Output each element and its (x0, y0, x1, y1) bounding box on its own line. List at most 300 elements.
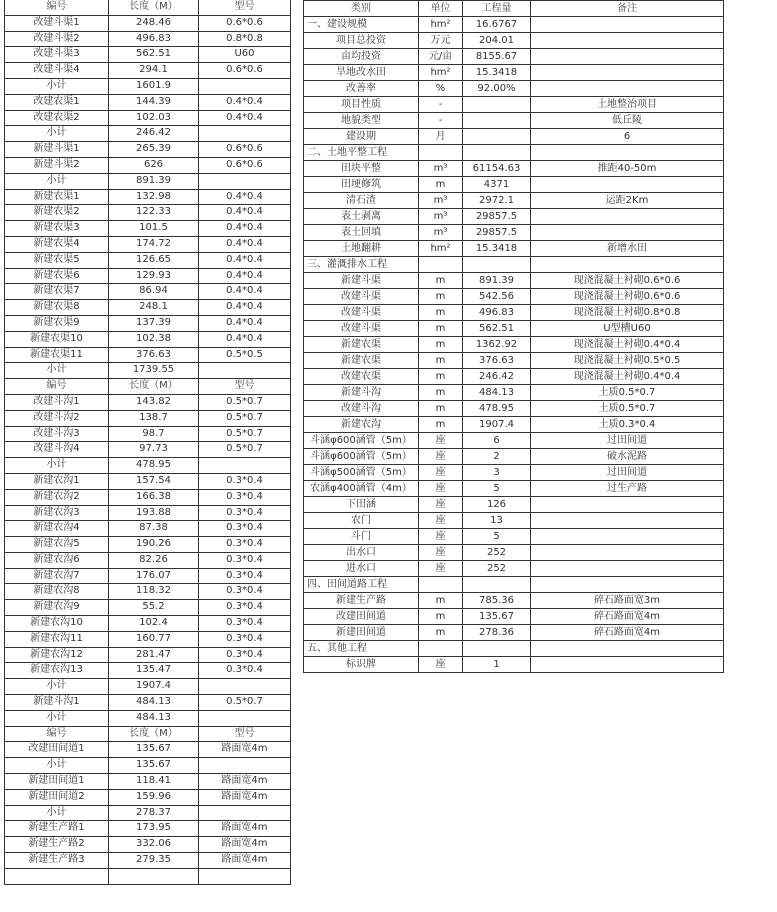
cell-length: 102.38 (109, 331, 199, 347)
cell-category: 亩均投资 (304, 49, 419, 65)
cell-name: 新建农沟5 (5, 537, 109, 553)
cell-name: 新建生产路3 (5, 853, 109, 869)
cell-length: 长度（M） (109, 0, 199, 15)
cell-length: 135.67 (109, 758, 199, 774)
table-row (304, 353, 724, 369)
cell-model: 0.4*0.4 (199, 110, 291, 126)
subtotal-row (5, 458, 291, 474)
table-row (304, 177, 724, 193)
cell-unit: m (419, 417, 463, 433)
table-row (5, 789, 291, 805)
cell-length: 332.06 (109, 837, 199, 853)
table-row (5, 157, 291, 173)
cell-quantity: 376.63 (463, 353, 531, 369)
section-row (304, 145, 724, 161)
cell-quantity: 484.13 (463, 385, 531, 401)
cell-remark: 现浇混凝土衬砌0.4*0.4 (531, 337, 724, 353)
table-row (5, 110, 291, 126)
cell-length: 129.93 (109, 268, 199, 284)
cell-remark (531, 561, 724, 577)
cell-remark: 新增水田 (531, 241, 724, 257)
table-row (304, 657, 724, 673)
table-row (5, 631, 291, 647)
cell-unit: 座 (419, 433, 463, 449)
cell-length: 278.37 (109, 805, 199, 821)
cell-model (199, 126, 291, 142)
cell-length: 118.41 (109, 774, 199, 790)
cell-length: 279.35 (109, 853, 199, 869)
table-row (5, 221, 291, 237)
cell-name: 新建农沟8 (5, 584, 109, 600)
cell-name: 编号 (5, 726, 109, 742)
cell-quantity: 252 (463, 561, 531, 577)
cell-category: 农涵φ400涵管（4m） (304, 481, 419, 497)
cell-unit: 万元 (419, 33, 463, 49)
table-row (5, 442, 291, 458)
cell-model: 路面宽4m (199, 774, 291, 790)
cell-name: 新建农渠8 (5, 300, 109, 316)
cell-remark (531, 81, 724, 97)
cell-length: 157.54 (109, 473, 199, 489)
table-row (5, 347, 291, 363)
table-row (5, 268, 291, 284)
cell-category: 改建农渠 (304, 369, 419, 385)
cell-remark (531, 65, 724, 81)
table-row (5, 94, 291, 110)
cell-category: 清石渣 (304, 193, 419, 209)
cell-unit (419, 641, 463, 657)
cell-quantity: 278.36 (463, 625, 531, 641)
table-row (5, 663, 291, 679)
cell-model: 型号 (199, 0, 291, 15)
cell-model: 0.3*0.4 (199, 663, 291, 679)
table-row (5, 616, 291, 632)
cell-remark: 现浇混凝土衬砌0.4*0.4 (531, 369, 724, 385)
cell-length: 484.13 (109, 695, 199, 711)
table-row (5, 31, 291, 47)
cell-name: 改建斗沟1 (5, 394, 109, 410)
cell-length: 562.51 (109, 47, 199, 63)
cell-model: 0.6*0.6 (199, 15, 291, 31)
table-row (5, 331, 291, 347)
table-header-row (5, 379, 291, 395)
cell-unit: m³ (419, 209, 463, 225)
subtotal-row (5, 758, 291, 774)
cell-length: 137.39 (109, 315, 199, 331)
table-row (304, 481, 724, 497)
cell-model: 0.3*0.4 (199, 584, 291, 600)
cell-unit: 座 (419, 545, 463, 561)
cell-category: 类别 (304, 1, 419, 17)
table-row (5, 647, 291, 663)
cell-remark: 土质0.5*0.7 (531, 385, 724, 401)
cell-name: 小计 (5, 78, 109, 94)
cell-remark (531, 17, 724, 33)
cell-unit: 座 (419, 561, 463, 577)
table-row (304, 449, 724, 465)
table-row (304, 529, 724, 545)
cell-unit: m³ (419, 193, 463, 209)
cell-model: 路面宽4m (199, 821, 291, 837)
cell-quantity: 2 (463, 449, 531, 465)
cell-category: 新建生产路 (304, 593, 419, 609)
cell-category: 标识牌 (304, 657, 419, 673)
table-row (304, 513, 724, 529)
table-row (304, 65, 724, 81)
table-row (5, 300, 291, 316)
cell-length: 102.4 (109, 616, 199, 632)
table-row (304, 209, 724, 225)
table-row (304, 609, 724, 625)
table-row (5, 742, 291, 758)
cell-name (5, 868, 109, 884)
cell-model: 0.3*0.4 (199, 647, 291, 663)
section-row (304, 577, 724, 593)
table-row (304, 385, 724, 401)
cell-remark (531, 529, 724, 545)
subtotal-row (5, 126, 291, 142)
cell-name: 改建斗沟4 (5, 442, 109, 458)
cell-length: 193.88 (109, 505, 199, 521)
cell-category: 一、建设规模 (304, 17, 419, 33)
cell-name: 改建农渠1 (5, 94, 109, 110)
table-row (5, 868, 291, 884)
cell-category: 改建斗渠 (304, 305, 419, 321)
cell-quantity: 2972.1 (463, 193, 531, 209)
cell-model: 0.4*0.4 (199, 268, 291, 284)
cell-category: 下田涵 (304, 497, 419, 513)
cell-name: 新建农沟1 (5, 473, 109, 489)
cell-model: 路面宽4m (199, 853, 291, 869)
cell-model: U60 (199, 47, 291, 63)
cell-model: 0.5*0.7 (199, 394, 291, 410)
cell-remark: 碎石路面宽4m (531, 609, 724, 625)
cell-quantity (463, 145, 531, 161)
cell-model (199, 679, 291, 695)
cell-model: 路面宽4m (199, 789, 291, 805)
cell-quantity: 92.00% (463, 81, 531, 97)
cell-length: 484.13 (109, 710, 199, 726)
cell-category: 改建斗沟 (304, 401, 419, 417)
cell-name: 新建农渠9 (5, 315, 109, 331)
table-row (5, 252, 291, 268)
cell-length: 135.47 (109, 663, 199, 679)
cell-unit: m (419, 593, 463, 609)
cell-name: 新建斗渠2 (5, 157, 109, 173)
cell-remark (531, 177, 724, 193)
cell-name: 新建农沟13 (5, 663, 109, 679)
table-row (5, 552, 291, 568)
subtotal-row (5, 805, 291, 821)
cell-category: 新建斗渠 (304, 273, 419, 289)
cell-category: 新建农渠 (304, 337, 419, 353)
cell-model (199, 78, 291, 94)
cell-name: 新建生产路2 (5, 837, 109, 853)
cell-name: 新建田间道1 (5, 774, 109, 790)
cell-length: 132.98 (109, 189, 199, 205)
table-row (5, 15, 291, 31)
cell-length: 143.82 (109, 394, 199, 410)
cell-unit: 月 (419, 129, 463, 145)
cell-category: 项目性质 (304, 97, 419, 113)
cell-category: 项目总投资 (304, 33, 419, 49)
cell-model: 0.4*0.4 (199, 300, 291, 316)
cell-quantity: 542.56 (463, 289, 531, 305)
cell-length: 97.73 (109, 442, 199, 458)
cell-name: 新建农渠5 (5, 252, 109, 268)
cell-unit: m (419, 177, 463, 193)
cell-name: 新建农沟3 (5, 505, 109, 521)
cell-quantity (463, 577, 531, 593)
table-row (304, 33, 724, 49)
cell-quantity: 891.39 (463, 273, 531, 289)
cell-remark (531, 49, 724, 65)
cell-model: 0.6*0.6 (199, 142, 291, 158)
cell-name: 新建农渠10 (5, 331, 109, 347)
cell-name: 新建农沟2 (5, 489, 109, 505)
cell-model: 路面宽4m (199, 742, 291, 758)
cell-length: 166.38 (109, 489, 199, 505)
cell-remark: 现浇混凝土衬砌0.8*0.8 (531, 305, 724, 321)
cell-name: 新建农沟7 (5, 568, 109, 584)
table-row (304, 369, 724, 385)
cell-model: 0.3*0.4 (199, 616, 291, 632)
cell-remark (531, 497, 724, 513)
cell-length: 长度（M） (109, 379, 199, 395)
cell-model: 0.3*0.4 (199, 568, 291, 584)
cell-name: 改建斗渠1 (5, 15, 109, 31)
table-row (304, 113, 724, 129)
table-row (304, 81, 724, 97)
table-row (5, 505, 291, 521)
cell-name: 小计 (5, 126, 109, 142)
section-row (304, 17, 724, 33)
cell-quantity: 工程量 (463, 1, 531, 17)
cell-length: 87.38 (109, 521, 199, 537)
cell-model: 0.6*0.6 (199, 63, 291, 79)
cell-name: 新建农渠1 (5, 189, 109, 205)
cell-category: 改建斗渠 (304, 289, 419, 305)
cell-model (199, 758, 291, 774)
cell-length: 160.77 (109, 631, 199, 647)
cell-name: 新建农沟11 (5, 631, 109, 647)
cell-category: 土地翻耕 (304, 241, 419, 257)
cell-remark (531, 657, 724, 673)
cell-name: 改建农渠2 (5, 110, 109, 126)
cell-quantity: 204.01 (463, 33, 531, 49)
cell-name: 新建农沟6 (5, 552, 109, 568)
cell-quantity: 8155.67 (463, 49, 531, 65)
cell-model (199, 710, 291, 726)
cell-category: 三、灌溉排水工程 (304, 257, 419, 273)
cell-quantity: 29857.5 (463, 209, 531, 225)
cell-length: 190.26 (109, 537, 199, 553)
cell-name: 新建农渠11 (5, 347, 109, 363)
cell-category: 田埂修筑 (304, 177, 419, 193)
cell-quantity (463, 113, 531, 129)
cell-name: 改建斗渠2 (5, 31, 109, 47)
cell-model: 0.3*0.4 (199, 505, 291, 521)
cell-quantity: 3 (463, 465, 531, 481)
table-row (304, 289, 724, 305)
cell-length: 86.94 (109, 284, 199, 300)
cell-name: 新建田间道2 (5, 789, 109, 805)
cell-remark: 6 (531, 129, 724, 145)
cell-category: 改善率 (304, 81, 419, 97)
cell-model: 0.3*0.4 (199, 473, 291, 489)
table-row (304, 545, 724, 561)
cell-remark: 破水泥路 (531, 449, 724, 465)
cell-quantity: 13 (463, 513, 531, 529)
cell-name: 新建农渠2 (5, 205, 109, 221)
cell-model: 0.4*0.4 (199, 221, 291, 237)
cell-name: 改建斗沟3 (5, 426, 109, 442)
cell-model: 0.5*0.7 (199, 442, 291, 458)
cell-model: 0.4*0.4 (199, 252, 291, 268)
table-header-row (304, 1, 724, 17)
cell-model: 0.4*0.4 (199, 331, 291, 347)
cell-quantity: 562.51 (463, 321, 531, 337)
cell-remark (531, 257, 724, 273)
table-row (304, 97, 724, 113)
cell-name: 小计 (5, 758, 109, 774)
cell-quantity: 16.6767 (463, 17, 531, 33)
table-row (304, 321, 724, 337)
cell-model (199, 458, 291, 474)
cell-unit: hm² (419, 241, 463, 257)
cell-unit: hm² (419, 65, 463, 81)
cell-remark: 现浇混凝土衬砌0.6*0.6 (531, 273, 724, 289)
table-row (5, 63, 291, 79)
cell-remark: 过生产路 (531, 481, 724, 497)
cell-unit: m (419, 609, 463, 625)
cell-quantity: 126 (463, 497, 531, 513)
cell-length: 118.32 (109, 584, 199, 600)
table-row (5, 853, 291, 869)
cell-model: 0.4*0.4 (199, 189, 291, 205)
cell-unit: m (419, 353, 463, 369)
cell-length: 265.39 (109, 142, 199, 158)
cell-length: 626 (109, 157, 199, 173)
subtotal-row (5, 710, 291, 726)
table-row (5, 284, 291, 300)
cell-model: 0.5*0.7 (199, 410, 291, 426)
cell-remark: U型槽U60 (531, 321, 724, 337)
cell-quantity: 478.95 (463, 401, 531, 417)
cell-quantity: 61154.63 (463, 161, 531, 177)
cell-category: 改建田间道 (304, 609, 419, 625)
table-row (5, 584, 291, 600)
cell-length: 478.95 (109, 458, 199, 474)
cell-length: 98.7 (109, 426, 199, 442)
cell-name: 新建农沟12 (5, 647, 109, 663)
table-row (5, 821, 291, 837)
cell-remark: 现浇混凝土衬砌0.6*0.6 (531, 289, 724, 305)
cell-category: 斗涵φ600涵管（5m） (304, 449, 419, 465)
cell-length: 248.46 (109, 15, 199, 31)
table-row (5, 410, 291, 426)
table-row (5, 47, 291, 63)
cell-name: 新建斗沟1 (5, 695, 109, 711)
subtotal-row (5, 679, 291, 695)
cell-quantity: 785.36 (463, 593, 531, 609)
cell-length: 176.07 (109, 568, 199, 584)
cell-remark: 土质0.5*0.7 (531, 401, 724, 417)
cell-quantity: 252 (463, 545, 531, 561)
cell-length: 126.65 (109, 252, 199, 268)
cell-quantity: 4371 (463, 177, 531, 193)
cell-length: 891.39 (109, 173, 199, 189)
cell-category: 出水口 (304, 545, 419, 561)
cell-unit: 座 (419, 513, 463, 529)
cell-remark: 备注 (531, 1, 724, 17)
cell-length: 248.1 (109, 300, 199, 316)
subtotal-row (5, 78, 291, 94)
cell-model: 0.5*0.7 (199, 426, 291, 442)
cell-category: 改建斗渠 (304, 321, 419, 337)
cell-name: 小计 (5, 679, 109, 695)
table-row (304, 593, 724, 609)
cell-remark: 土地整治项目 (531, 97, 724, 113)
cell-length: 138.7 (109, 410, 199, 426)
cell-model: 0.4*0.4 (199, 284, 291, 300)
cell-remark (531, 513, 724, 529)
table-row (5, 236, 291, 252)
cell-unit: m (419, 625, 463, 641)
cell-unit: % (419, 81, 463, 97)
cell-unit: - (419, 97, 463, 113)
table-row (304, 497, 724, 513)
cell-name: 小计 (5, 173, 109, 189)
cell-quantity: 496.83 (463, 305, 531, 321)
table-row (5, 537, 291, 553)
cell-unit: m (419, 289, 463, 305)
channel-length-table (4, 0, 291, 885)
table-row (5, 315, 291, 331)
table-row (5, 837, 291, 853)
cell-remark (531, 209, 724, 225)
cell-length: 102.03 (109, 110, 199, 126)
cell-quantity (463, 257, 531, 273)
cell-length: 173.95 (109, 821, 199, 837)
cell-unit: 座 (419, 465, 463, 481)
cell-category: 斗涵φ600涵管（5m） (304, 433, 419, 449)
cell-quantity: 6 (463, 433, 531, 449)
cell-quantity: 5 (463, 481, 531, 497)
cell-length: 1601.9 (109, 78, 199, 94)
cell-name: 编号 (5, 379, 109, 395)
table-row (304, 305, 724, 321)
cell-quantity: 246.42 (463, 369, 531, 385)
table-row (304, 625, 724, 641)
cell-remark: 低丘陵 (531, 113, 724, 129)
table-row (5, 473, 291, 489)
cell-length: 55.2 (109, 600, 199, 616)
cell-quantity: 15.3418 (463, 65, 531, 81)
cell-remark (531, 577, 724, 593)
cell-name: 新建农渠6 (5, 268, 109, 284)
cell-remark: 运距2Km (531, 193, 724, 209)
cell-name: 新建斗渠1 (5, 142, 109, 158)
cell-quantity: 135.67 (463, 609, 531, 625)
cell-name: 改建斗渠4 (5, 63, 109, 79)
subtotal-row (5, 363, 291, 379)
cell-quantity: 1362.92 (463, 337, 531, 353)
table-row (304, 225, 724, 241)
cell-quantity: 15.3418 (463, 241, 531, 257)
cell-name: 小计 (5, 805, 109, 821)
cell-category: 斗门 (304, 529, 419, 545)
